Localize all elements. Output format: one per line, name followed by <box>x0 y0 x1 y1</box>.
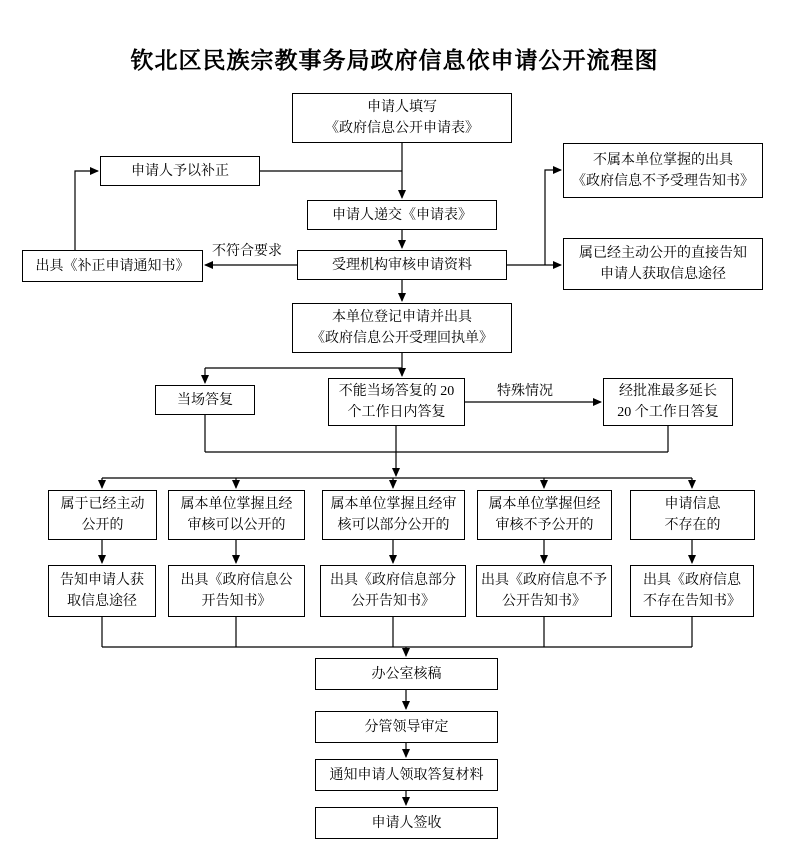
node-res-partial-notice-line2: 公开告知书》 <box>351 594 435 609</box>
node-leader-approve-line1: 分管领导审定 <box>364 719 449 735</box>
node-notify-applicant-line1: 通知申请人领取答复材料 <box>329 767 484 783</box>
node-correction-notice <box>22 250 203 282</box>
edge-label-special-case: 特殊情况 <box>497 384 553 399</box>
node-applicant-correct-line1: 申请人予以补正 <box>131 163 229 179</box>
node-register-receipt-line1: 本单位登记申请并出具 <box>332 310 472 325</box>
edge-label-not-meet: 不符合要求 <box>212 244 282 259</box>
node-cat-can-public <box>168 490 305 540</box>
node-register-receipt <box>292 303 512 353</box>
node-correction-notice-line1: 出具《补正申请通知书》 <box>35 258 190 274</box>
node-submit-form <box>307 200 497 230</box>
node-office-review-line1: 办公室核稿 <box>371 666 442 682</box>
node-fill-form-line1: 申请人填写 <box>367 100 437 115</box>
node-applicant-sign-line1: 申请人签收 <box>371 815 442 831</box>
node-cat-not-exist-line2: 不存在的 <box>664 518 721 533</box>
node-fill-form <box>292 93 512 143</box>
node-res-inform-channel <box>48 565 156 617</box>
node-onspot-reply <box>155 385 255 415</box>
node-already-public-inform <box>563 238 763 290</box>
node-res-partial-notice <box>320 565 466 617</box>
node-office-review <box>315 658 498 690</box>
node-cat-not-exist-line1: 申请信息 <box>664 497 721 512</box>
node-cat-can-public-line2: 审核可以公开的 <box>187 518 286 533</box>
node-review-materials <box>297 250 507 280</box>
node-res-inform-channel-line2: 取信息途径 <box>67 594 137 609</box>
node-fill-form-line2: 《政府信息公开申请表》 <box>325 121 479 136</box>
node-reply-20-days-line1: 不能当场答复的 20 <box>338 384 455 399</box>
node-res-refuse-notice-line1: 出具《政府信息不予 <box>481 573 607 588</box>
node-already-public-inform-line1: 属已经主动公开的直接告知 <box>579 246 747 261</box>
node-reply-20-days-line2: 个工作日内答复 <box>347 405 446 420</box>
node-cat-partial-public-line2: 核可以部分公开的 <box>337 518 450 533</box>
node-extend-20-days <box>603 378 733 426</box>
node-cat-already-public-line1: 属于已经主动 <box>60 497 145 512</box>
node-res-public-notice <box>168 565 305 617</box>
node-cat-partial-public-line1: 属本单位掌握且经审 <box>330 497 457 512</box>
node-applicant-correct <box>100 156 260 186</box>
node-notify-applicant <box>315 759 498 791</box>
node-res-notexist-notice-line1: 出具《政府信息 <box>643 573 741 588</box>
node-review-materials-line1: 受理机构审核申请资料 <box>332 257 472 273</box>
node-submit-form-line1: 申请人递交《申请表》 <box>332 207 472 223</box>
node-res-notexist-notice-line2: 不存在告知书》 <box>643 594 741 609</box>
node-res-inform-channel-line1: 告知申请人获 <box>60 573 144 588</box>
node-not-accept-notice-line2: 《政府信息不予受理告知书》 <box>572 173 754 189</box>
node-register-receipt-line2: 《政府信息公开受理回执单》 <box>311 331 493 346</box>
node-not-accept-notice-line1: 不属本单位掌握的出具 <box>593 152 733 168</box>
node-not-accept-notice <box>563 143 763 198</box>
node-cat-already-public <box>48 490 157 540</box>
node-cat-not-public-line1: 属本单位掌握但经 <box>488 497 601 512</box>
node-res-partial-notice-line1: 出具《政府信息部分 <box>330 573 456 588</box>
node-res-public-notice-line1: 出具《政府信息公 <box>180 573 293 588</box>
node-applicant-sign <box>315 807 498 839</box>
node-extend-20-days-line1: 经批准最多延长 <box>619 384 717 399</box>
page-title: 钦北区民族宗教事务局政府信息依申请公开流程图 <box>130 47 659 73</box>
node-leader-approve <box>315 711 498 743</box>
node-cat-partial-public <box>322 490 465 540</box>
node-onspot-reply-line1: 当场答复 <box>177 392 233 408</box>
node-cat-not-public <box>477 490 612 540</box>
node-res-notexist-notice <box>630 565 754 617</box>
node-cat-can-public-line1: 属本单位掌握且经 <box>180 497 293 512</box>
node-res-refuse-notice-line2: 公开告知书》 <box>502 594 586 609</box>
node-res-public-notice-line2: 开告知书》 <box>201 594 272 609</box>
node-already-public-inform-line2: 申请人获取信息途径 <box>600 267 726 282</box>
node-cat-not-exist <box>630 490 755 540</box>
node-cat-already-public-line2: 公开的 <box>81 518 124 533</box>
node-res-refuse-notice <box>476 565 612 617</box>
node-cat-not-public-line2: 审核不予公开的 <box>495 518 594 533</box>
node-reply-20-days <box>328 378 465 426</box>
node-extend-20-days-line2: 20 个工作日答复 <box>617 405 719 420</box>
